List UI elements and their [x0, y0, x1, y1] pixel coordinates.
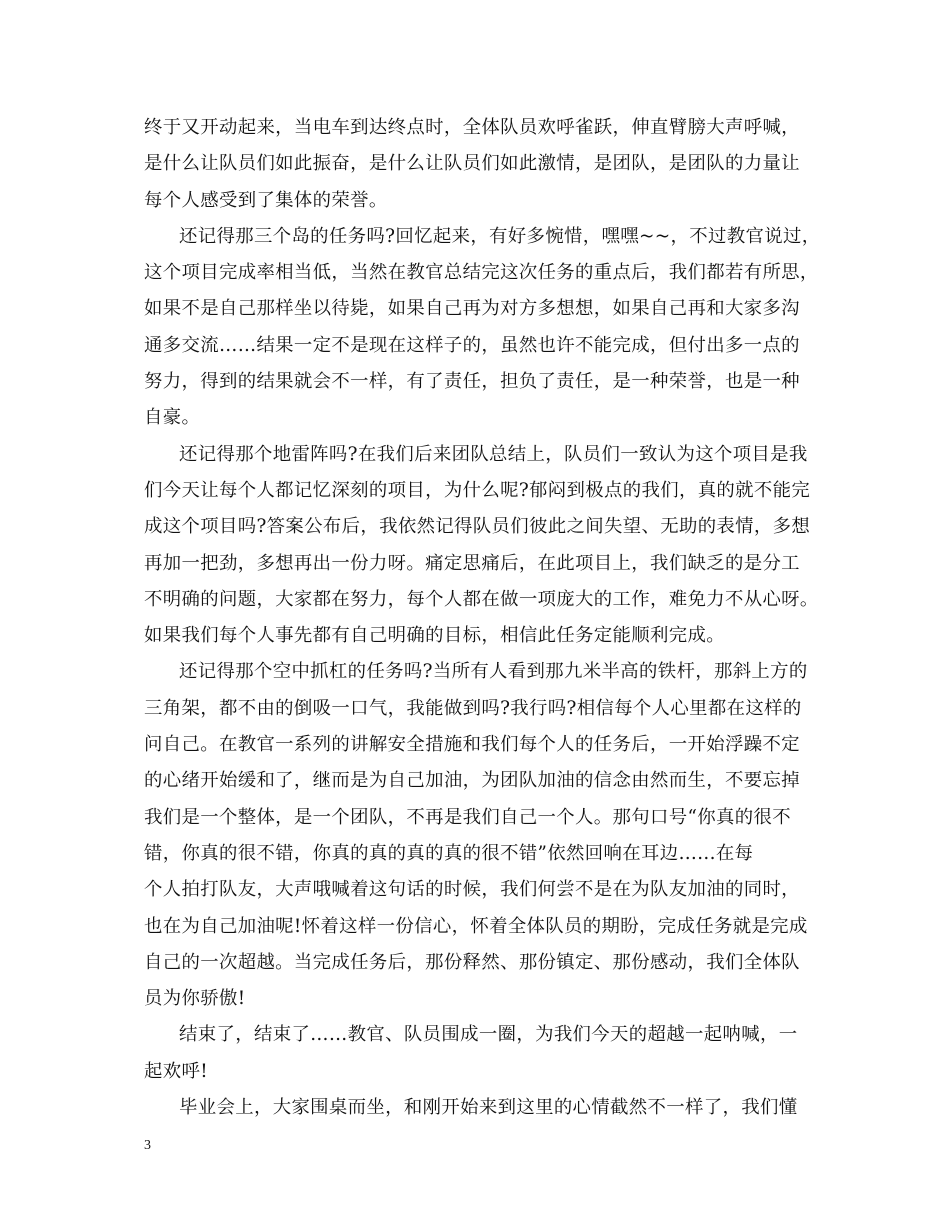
text-line: 再加一把劲，多想再出一份力呀。痛定思痛后，在此项目上，我们缺乏的是分工: [144, 552, 800, 574]
text-line: 通多交流……结果一定不是现在这样子的，虽然也许不能完成，但付出多一点的: [144, 334, 800, 356]
text-line: 成这个项目吗?答案公布后，我依然记得队员们彼此之间失望、无助的表情，多想: [144, 516, 811, 538]
text-line: 起欢呼!: [144, 1060, 208, 1082]
text-line: 们今天让每个人都记忆深刻的项目，为什么呢?郁闷到极点的我们，真的就不能完: [144, 479, 811, 501]
text-line: 每个人感受到了集体的荣誉。: [144, 189, 388, 211]
text-line: 如果我们每个人事先都有自己明确的目标，相信此任务定能顺利完成。: [144, 625, 725, 647]
text-line: 三角架，都不由的倒吸一口气，我能做到吗?我行吗?相信每个人心里都在这样的: [144, 697, 802, 719]
text-line: 的心绪开始缓和了，继而是为自己加油，为团队加油的信念由然而生，不要忘掉: [144, 770, 800, 792]
text-line: 员为你骄傲!: [144, 988, 246, 1010]
text-line: 这个项目完成率相当低，当然在教官总结完这次任务的重点后，我们都若有所思，: [144, 262, 819, 284]
text-line: 个人拍打队友，大声哦喊着这句话的时候，我们何尝不是在为队友加油的同时，: [144, 879, 800, 901]
text-line: 自豪。: [144, 407, 201, 429]
text-line: 还记得那个地雷阵吗?在我们后来团队总结上，队员们一致认为这个项目是我: [179, 443, 808, 465]
body-text: [144, 110, 821, 1126]
text-line: 也在为自己加油呢!怀着这样一份信心，怀着全体队员的期盼，完成任务就是完成: [144, 915, 808, 937]
text-line: 还记得那个空中抓杠的任务吗?当所有人看到那九米半高的铁杆，那斜上方的: [179, 661, 808, 683]
text-line: 毕业会上，大家围桌而坐，和刚开始来到这里的心情截然不一样了，我们懂: [179, 1097, 798, 1119]
text-line: 如果不是自己那样坐以待毙，如果自己再为对方多想想，如果自己再和大家多沟: [144, 298, 800, 320]
text-line: 我们是一个整体，是一个团队，不再是我们自己一个人。那句口号“你真的很不: [144, 806, 791, 828]
text-line: 是什么让队员们如此振奋，是什么让队员们如此激情，是团队，是团队的力量让: [144, 153, 800, 175]
text-line: 终于又开动起来，当电车到达终点时，全体队员欢呼雀跃，伸直臂膀大声呼喊，: [144, 117, 800, 138]
text-line: 努力，得到的结果就会不一样，有了责任，担负了责任，是一种荣誉，也是一种: [144, 371, 800, 393]
text-line: 不明确的问题，大家都在努力，每个人都在做一项庞大的工作，难免力不从心呀。: [144, 588, 819, 610]
text-line: 问自己。在教官一系列的讲解安全措施和我们每个人的任务后，一开始浮躁不定: [144, 734, 800, 756]
text-line: 结束了，结束了……教官、队员围成一圈，为我们今天的超越一起呐喊，一: [179, 1024, 798, 1046]
text-line: 错，你真的很不错，你真的真的真的真的很不错”依然回响在耳边…...在每: [144, 842, 754, 864]
text-line: 还记得那三个岛的任务吗?回忆起来，有好多惋惜，嘿嘿~~，不过教官说过，: [179, 225, 821, 247]
page-number: 3: [144, 1138, 151, 1153]
text-line: 自己的一次超越。当完成任务后，那份释然、那份镇定、那份感动，我们全体队: [144, 951, 800, 973]
